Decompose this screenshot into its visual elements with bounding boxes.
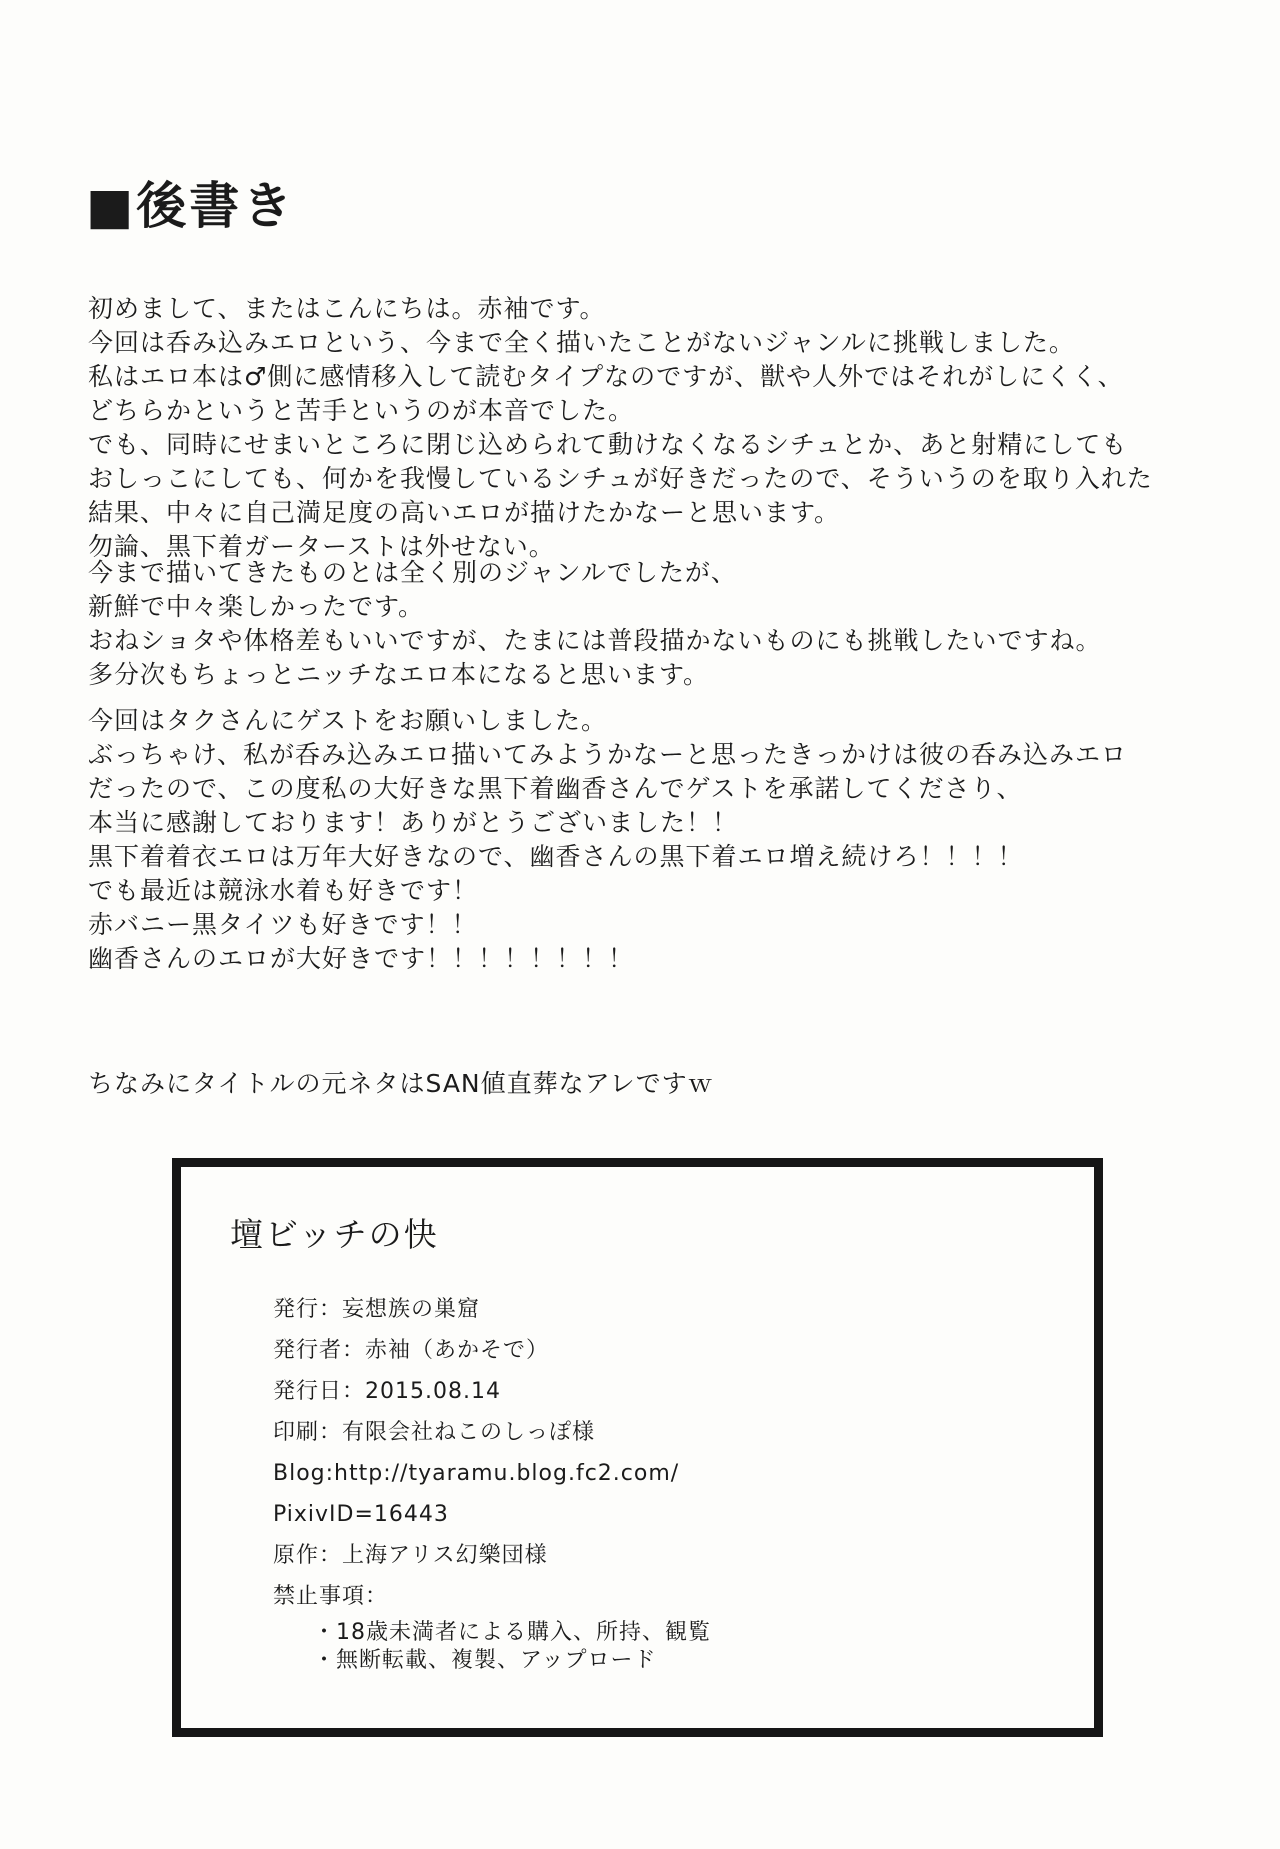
colophon-details (273, 1289, 679, 1617)
text-line: 今回はタクさんにゲストをお願いしました。 (88, 706, 608, 735)
text-line: でも、同時にせまいところに閉じ込められて動けなくなるシチュとか、あと射精にしても (88, 430, 1128, 459)
original-work-line: 原作：上海アリス幻樂団様 (273, 1543, 548, 1568)
text-line: 本当に感謝しております！ありがとうございました！！ (88, 808, 739, 837)
afterword-paragraph-1 (88, 292, 1153, 564)
page-title: ■後書き (86, 177, 296, 235)
prohibitions-header: 禁止事項： (273, 1584, 389, 1609)
text-line: 勿論、黒下着ガーターストは外せない。 (88, 532, 555, 561)
text-line: おねショタや体格差もいいですが、たまには普段描かないものにも挑戦したいですね。 (88, 626, 1102, 655)
printer-line: 印刷：有限会社ねこのしっぽ様 (273, 1420, 596, 1445)
text-line: 今まで描いてきたものとは全く別のジャンルでしたが、 (88, 558, 737, 587)
text-line: 黒下着着衣エロは万年大好きなので、幽香さんの黒下着エロ増え続けろ！！！！ (88, 842, 1024, 871)
publisher-line: 発行：妄想族の巣窟 (273, 1297, 481, 1322)
text-line: 初めまして、またはこんにちは。赤袖です。 (88, 294, 606, 323)
blog-url-line: Blog:http://tyaramu.blog.fc2.com/ (273, 1461, 680, 1486)
text-line: おしっこにしても、何かを我慢しているシチュが好きだったので、そういうのを取り入れた (88, 464, 1153, 493)
prohibited-item: ・18歳未満者による購入、所持、観覧 (313, 1620, 711, 1645)
title-origin-note: ちなみにタイトルの元ネタはSAN値直葬なアレですｗ (88, 1069, 714, 1098)
colophon-box (172, 1158, 1103, 1737)
afterword-paragraph-3 (88, 704, 1127, 840)
text-line: だったので、この度私の大好きな黒下着幽香さんでゲストを承諾してくださり、 (88, 774, 1023, 803)
prohibited-items-list (313, 1619, 711, 1675)
text-line: どちらかというと苦手というのが本音でした。 (88, 396, 635, 425)
afterword-paragraph-4 (88, 840, 1024, 976)
doujin-title: 壇ビッチの快 (230, 1215, 439, 1254)
text-line: でも最近は競泳水着も好きです！ (88, 876, 479, 905)
text-line: 多分次もちょっとニッチなエロ本になると思います。 (88, 660, 710, 689)
prohibited-item: ・無断転載、複製、アップロード (313, 1648, 657, 1673)
text-line: 私はエロ本は♂側に感情移入して読むタイプなのですが、獣や人外ではそれがしにくく、 (88, 362, 1124, 391)
text-line: ぶっちゃけ、私が呑み込みエロ描いてみようかなーと思ったきっかけは彼の呑み込みエロ (88, 740, 1128, 769)
text-line: 今回は呑み込みエロという、今まで全く描いたことがないジャンルに挑戦しました。 (88, 328, 1075, 357)
afterword-paragraph-2 (88, 556, 1102, 692)
text-line: 新鮮で中々楽しかったです。 (88, 592, 425, 621)
publish-date-line: 発行日：2015.08.14 (273, 1379, 501, 1404)
text-line: 結果、中々に自己満足度の高いエロが描けたかなーと思います。 (88, 498, 841, 527)
text-line: 赤バニー黒タイツも好きです！！ (88, 910, 478, 939)
pixiv-id-line: PixivID=16443 (273, 1502, 449, 1527)
text-line: 幽香さんのエロが大好きです！！！！！！！！ (88, 944, 635, 973)
author-line: 発行者：赤袖（あかそで） (273, 1338, 550, 1363)
